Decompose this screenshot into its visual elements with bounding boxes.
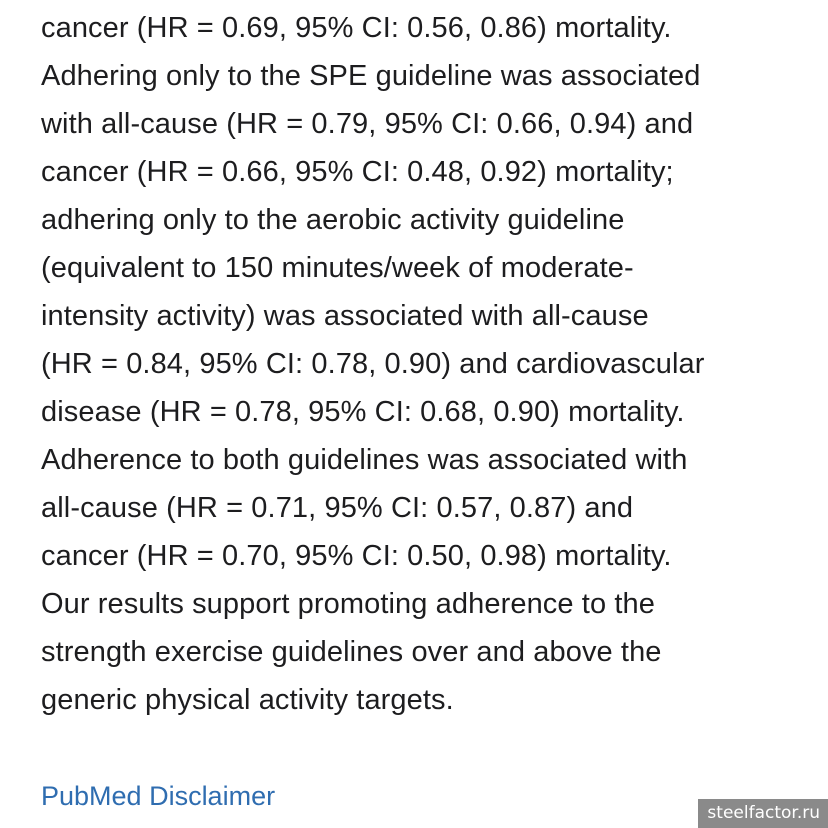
abstract-line: (HR = 0.84, 95% CI: 0.78, 0.90) and cardiovascular — [41, 348, 705, 380]
abstract-line: strength exercise guidelines over and above the — [41, 636, 662, 668]
abstract-line: Our results support promoting adherence to the — [41, 588, 655, 620]
watermark: steelfactor.ru — [698, 799, 828, 828]
abstract-line: cancer (HR = 0.70, 95% CI: 0.50, 0.98) mortality. — [41, 540, 672, 572]
abstract-line: with all-cause (HR = 0.79, 95% CI: 0.66, 0.94) and — [41, 108, 694, 140]
abstract-line: (equivalent to 150 minutes/week of moderate- — [41, 252, 634, 284]
abstract-line: generic physical activity targets. — [41, 684, 454, 716]
abstract-line: Adherence to both guidelines was associated with — [41, 444, 688, 476]
pubmed-disclaimer-link[interactable]: PubMed Disclaimer — [41, 781, 276, 811]
abstract-text — [41, 4, 801, 724]
abstract-line: adhering only to the aerobic activity guideline — [41, 204, 625, 236]
abstract-line: all-cause (HR = 0.71, 95% CI: 0.57, 0.87) and — [41, 492, 634, 524]
abstract-line: Adhering only to the SPE guideline was associated — [41, 60, 701, 92]
abstract-line: cancer (HR = 0.66, 95% CI: 0.48, 0.92) mortality; — [41, 156, 674, 188]
abstract-line: disease (HR = 0.78, 95% CI: 0.68, 0.90) mortality. — [41, 396, 685, 428]
abstract-line: intensity activity) was associated with all-cause — [41, 300, 649, 332]
abstract-line: cancer (HR = 0.69, 95% CI: 0.56, 0.86) mortality. — [41, 12, 672, 44]
